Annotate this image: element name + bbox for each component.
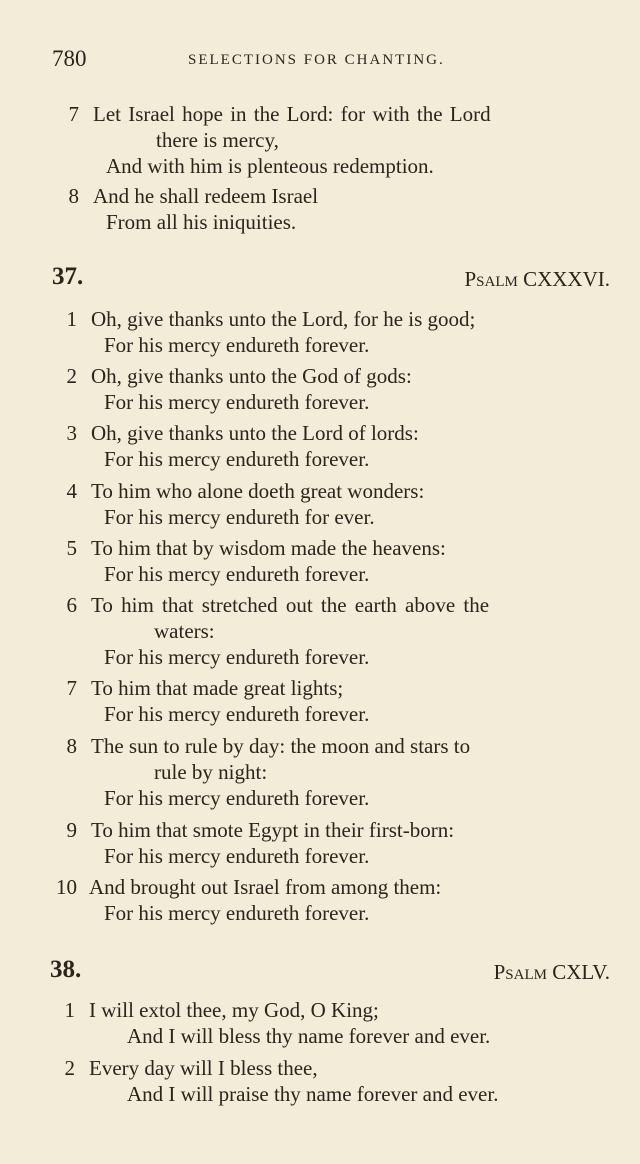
verse-number: 7 (66, 676, 77, 700)
verse-line: To him that made great lights; (91, 676, 344, 700)
verse-number: 1 (64, 998, 75, 1022)
verse-number: 10 (56, 875, 77, 899)
verse-line: For his mercy endureth forever. (104, 562, 370, 586)
section-number: 38. (50, 956, 82, 983)
verse-line: For his mercy endureth forever. (104, 702, 370, 726)
verse-number: 7 (68, 102, 79, 126)
section-title-psalm: Psalm (493, 960, 547, 984)
running-head (52, 46, 612, 76)
verse-line: Oh, give thanks unto the Lord of lords: (91, 421, 419, 445)
verse-number: 2 (66, 364, 77, 388)
verse-line: And he shall redeem Israel (93, 184, 319, 208)
page-number: 780 (52, 46, 87, 71)
verse-line: For his mercy endureth forever. (104, 447, 370, 471)
verse-number: 8 (68, 184, 79, 208)
verse-line: To him that stretched out the earth above the (91, 593, 490, 617)
verse-line: For his mercy endureth forever. (104, 390, 370, 414)
section-title-psalm: Psalm (464, 267, 518, 291)
verse-line: Let Israel hope in the Lord: for with the Lord (93, 102, 491, 126)
verse-line: I will extol thee, my God, O King; (89, 998, 379, 1022)
verse-number: 4 (66, 479, 77, 503)
running-title: SELECTIONS FOR CHANTING. (188, 52, 445, 68)
verse-line: rule by night: (154, 760, 268, 784)
verse-line: Oh, give thanks unto the Lord, for he is good; (91, 307, 476, 331)
verse-line: And I will praise thy name forever and ever. (127, 1082, 499, 1106)
verse-line: For his mercy endureth forever. (104, 901, 370, 925)
verse-line: Oh, give thanks unto the God of gods: (91, 364, 412, 388)
verse-number: 2 (64, 1056, 75, 1080)
verse-line: From all his iniquities. (106, 210, 297, 234)
verse-number: 3 (66, 421, 77, 445)
verse-line: there is mercy, (156, 128, 279, 152)
section-number: 37. (52, 263, 84, 290)
verse-line: For his mercy endureth forever. (104, 645, 370, 669)
verse-line: To him that smote Egypt in their first-born: (91, 818, 455, 842)
verse-line: For his mercy endureth for ever. (104, 505, 375, 529)
section-title-roman: CXLV. (552, 960, 610, 984)
verse-number: 5 (66, 536, 77, 560)
verse-line: Every day will I bless thee, (89, 1056, 318, 1080)
section-title (494, 957, 610, 987)
verse-line: For his mercy endureth forever. (104, 786, 370, 810)
section-title (464, 264, 610, 294)
verse-line: For his mercy endureth forever. (104, 333, 370, 357)
verse-line: And brought out Israel from among them: (89, 875, 442, 899)
verse-number: 6 (66, 593, 77, 617)
verse-line: To him who alone doeth great wonders: (91, 479, 425, 503)
verse-line: And I will bless thy name forever and ever. (127, 1024, 491, 1048)
verse-number: 9 (66, 818, 77, 842)
verse-line: waters: (154, 619, 215, 643)
verse-number: 1 (66, 307, 77, 331)
section-title-roman: CXXXVI. (523, 267, 610, 291)
verse-line: For his mercy endureth forever. (104, 844, 370, 868)
verse-line: To him that by wisdom made the heavens: (91, 536, 446, 560)
verse-line: The sun to rule by day: the moon and stars to (91, 734, 471, 758)
verse-line: And with him is plenteous redemption. (106, 154, 434, 178)
verse-number: 8 (66, 734, 77, 758)
